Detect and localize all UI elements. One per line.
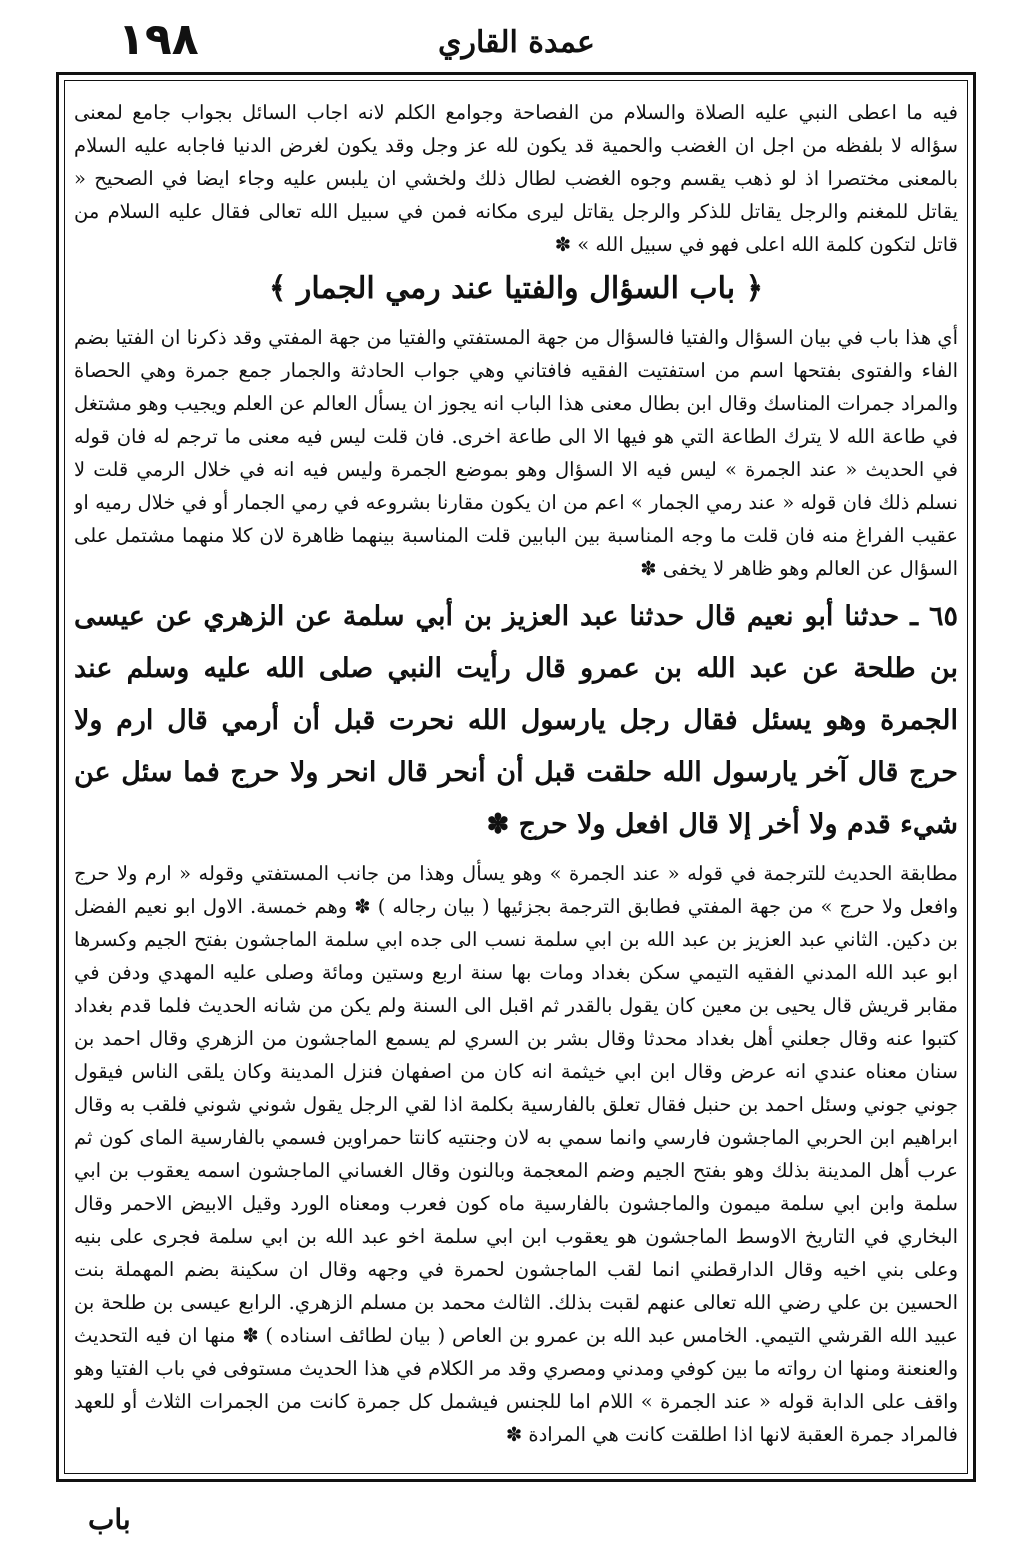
page-number: ١٩٨ bbox=[118, 14, 199, 65]
chapter-heading: ﴿ باب السؤال والفتيا عند رمي الجمار ﴾ bbox=[268, 271, 764, 306]
running-title: عمدة القاري bbox=[438, 25, 595, 60]
page-body bbox=[74, 96, 958, 1474]
hadith-text: ٦٥ ـ حدثنا أبو نعيم قال حدثنا عبد العزيز بن أبي سلمة عن الزهري عن عيسى بن طلحة عن عبد الله بن عمرو قال رأيت النبي صلى الله عليه وسلم عند الجمرة وهو يسئل فقال رجل يارسول الله نحرت قبل أن أرمي قال ارم ولا حرج قال آخر يارسول الله حلقت قبل أن أنحر قال انحر ولا حرج فما سئل عن شيء قدم ولا أخر إلا قال افعل ولا حرج ✽ bbox=[74, 601, 958, 840]
explanation-paragraph: مطابقة الحديث للترجمة في قوله « عند الجمرة » وهو يسأل وهذا من جانب المستفتي وقوله « ارم ولا حرج وافعل ولا حرج » من جهة المفتي فطابق الترجمة بجزئيها ( بيان رجاله ) ✽ وهم خمسة. الاول ابو نعيم الفضل بن دكين. الثاني عبد العزيز بن عبد الله بن ابي سلمة نسب الى جده ابي سلمة الماجشون بفتح الجيم وكسرها ابو عبد الله المدني الفقيه التيمي سكن بغداد ومات بها سنة اربع وستين ومائة وصلى عليه المهدي ودفن في مقابر قريش قال يحيى بن معين كان يقول بالقدر ثم اقبل الى السنة ولم يكن من شانه الحديث فلما قدم بغداد كتبوا عنه وقال جعلني أهل بغداد محدثا وقال بشر بن السري لم يسمع الماجشون من الزهري وقال احمد بن سنان معناه عندي انه عرض وقال ابن ابي خيثمة انه كان من اصفهان فنزل المدينة وكان يلقى الناس فيقول جوني جوني وسئل احمد بن حنبل فقال تعلق بالفارسية بكلمة اذا لقي الرجل يقول شوني شوني فلقب به وقال ابراهيم ابن الحربي الماجشون فارسي وانما سمي به لان وجنتيه كانتا حمراوين فسمي بالفارسية الماى كون ثم عرب أهل المدينة بذلك وهو بفتح الجيم وضم المعجمة وبالنون وقال الغساني الماجشون اسمه يعقوب بن ابي سلمة وابن ابي سلمة ميمون والماجشون بالفارسية ماه كون فعرب ومعناه الورد وقيل الابيض الاحمر وقال البخاري في التاريخ الاوسط الماجشون هو يعقوب ابن ابي سلمة اخو عبد الله بن ابي سلمة فجرى على بنيه وعلى بني اخيه وقال الدارقطني انما لقب الماجشون لحمرة في وجهه وقال ان سكينة بضم المهملة بنت الحسين بن علي رضي الله تعالى عنهم لقبت بذلك. الثالث محمد بن مسلم الزهري. الرابع عيسى بن طلحة بن عبيد الله القرشي التيمي. الخامس عبد الله بن عمرو بن العاص ( بيان لطائف اسناده ) ✽ منها ان فيه التحديث والعنعنة ومنها ان رواته ما بين كوفي ومدني ومصري وقد مر الكلام في هذا الحديث مستوفى في باب الفتيا وهو واقف على الدابة قوله « عند الجمرة » اللام اما للجنس فيشمل كل جمرة كانت من الجمرات الثلاث أو للعهد فالمراد جمرة العقبة لانها اذا اطلقت كانت هي المرادة ✽ bbox=[74, 862, 958, 1446]
catchword: باب bbox=[88, 1503, 131, 1536]
intro-paragraph: فيه ما اعطى النبي عليه الصلاة والسلام من الفصاحة وجوامع الكلم لانه اجاب السائل بجواب جامع لمعنى سؤاله لا بلفظه من اجل ان الغضب والحمية قد يكون لله عز وجل وقد يكون لغرض الدنيا فاجابه عليه السلام بالمعنى مختصرا اذ لو ذهب يقسم وجوه الغضب لطال ذلك ولخشي ان يلبس عليه وجاء ايضا في الصحيح « يقاتل للمغنم والرجل يقاتل للذكر والرجل يقاتل ليرى مكانه فمن في سبيل الله تعالى فقال عليه السلام من قاتل لتكون كلمة الله اعلى فهو في سبيل الله » ✽ bbox=[74, 101, 958, 256]
chapter-commentary: أي هذا باب في بيان السؤال والفتيا فالسؤال من جهة المستفتي والفتيا من جهة المفتي وقد ذكرنا ان الفتيا بضم الفاء والفتوى بفتحها اسم من استفتيت الفقيه فافتاني وهي جواب الحادثة والجمار جمع جمرة وهي الحصاة والمراد جمرات المناسك وقال ابن بطال معنى هذا الباب انه يجوز ان يسأل العالم عن العلم ويجيب وهو مشتغل في طاعة الله لا يترك الطاعة التي هو فيها الا الى طاعة اخرى. فان قلت ليس فيه معنى ما ترجم له فان قوله في الحديث « عند الجمرة » ليس فيه الا السؤال وهو بموضع الجمرة وليس فيه انه في خلال الرمي قلت لا نسلم ذلك فان قوله « عند رمي الجمار » اعم من ان يكون مقارنا بشروعه في رمي الجمار أو في خلال رميه او عقيب الفراغ منه فان قلت ما وجه المناسبة بين البابين قلت المناسبة بينهما ظاهرة لان كلا منهما مشتمل على السؤال عن العالم وهو ظاهر لا يخفى ✽ bbox=[74, 326, 958, 580]
